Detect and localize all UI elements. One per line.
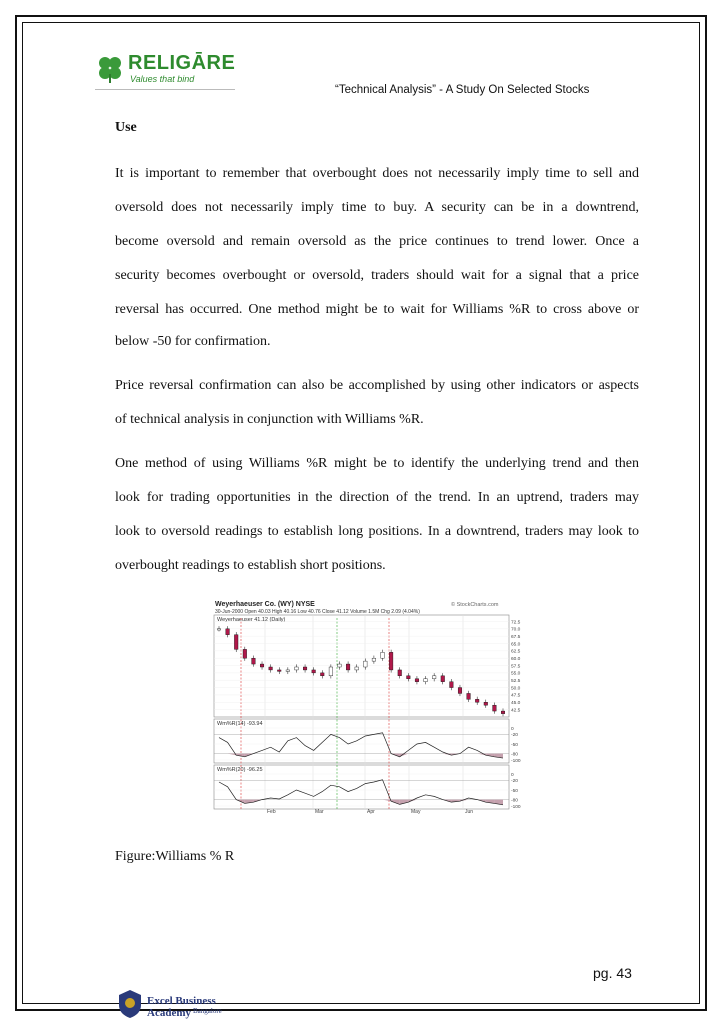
text-line: overbought readings to establish short positions. [115, 558, 386, 573]
brand-tagline: Values that bind [130, 74, 195, 84]
price-candle [312, 670, 316, 673]
clover-icon [95, 54, 125, 84]
text-line: reversal has occurred. One method might be to wait for Williams %R to cross above or [115, 302, 639, 317]
chart-svg [213, 598, 531, 814]
price-candle [303, 667, 307, 670]
text-line: security becomes overbought or oversold, traders should wait for a signal that a price [115, 268, 639, 283]
price-candle [338, 664, 342, 667]
price-candle [389, 652, 393, 670]
price-candle [475, 699, 479, 702]
price-candle [260, 664, 264, 667]
price-candle [458, 688, 462, 694]
price-tick-label: 62.5 [511, 649, 521, 655]
price-tick-label: 50.0 [511, 686, 521, 692]
price-candle [234, 635, 238, 650]
section-heading: Use [115, 120, 137, 135]
wr-tick-label: 0 [511, 772, 514, 778]
price-candle [329, 667, 333, 676]
wr-tick-label: -20 [511, 733, 518, 739]
x-tick-label: Jun [465, 809, 474, 814]
text-line: of technical analysis in conjunction with Williams %R. [115, 412, 424, 427]
price-tick-label: 52.5 [511, 679, 521, 685]
price-candle [364, 661, 368, 667]
academy-crest-icon [117, 989, 143, 1019]
wr-tick-label: 0 [511, 726, 514, 732]
figure-caption: Figure:Williams % R [115, 849, 235, 864]
price-tick-label: 67.5 [511, 634, 521, 640]
price-candle [295, 667, 299, 670]
price-tick-label: 55.0 [511, 671, 521, 677]
price-tick-label: 57.5 [511, 664, 521, 670]
x-tick-label: Mar [315, 809, 324, 814]
price-candle [243, 649, 247, 658]
price-candle [372, 658, 376, 661]
wr-tick-label: -50 [511, 788, 518, 794]
price-candle [286, 670, 290, 671]
price-candle [381, 652, 385, 658]
price-tick-label: 47.5 [511, 693, 521, 699]
price-candle [493, 705, 497, 711]
price-candle [226, 629, 230, 635]
williams-r-chart [213, 598, 531, 814]
price-candle [217, 629, 221, 630]
x-tick-label: May [411, 809, 421, 814]
price-candle [467, 693, 471, 699]
price-legend: Weyerhaeuser 41.12 (Daily) [217, 617, 286, 623]
wr-tick-label: -80 [511, 798, 518, 804]
chart-source: © StockCharts.com [451, 602, 499, 608]
price-candle [501, 711, 505, 714]
price-candle [355, 667, 359, 670]
religare-logo [95, 52, 235, 88]
chart-title: Weyerhaeuser Co. (WY) NYSE [215, 601, 315, 608]
wr-tick-label: -100 [511, 804, 521, 810]
text-line: look for trading opportunities in the direction of the trend. In an uptrend, traders may [115, 490, 639, 505]
price-candle [277, 670, 281, 671]
price-tick-label: 72.5 [511, 620, 521, 626]
price-candle [269, 667, 273, 670]
text-line: below -50 for confirmation. [115, 334, 271, 349]
x-tick-label: Feb [267, 809, 276, 814]
price-tick-label: 70.0 [511, 627, 521, 633]
text-line: look to oversold readings to establish long positions. In a downtrend, traders may look to [115, 524, 639, 539]
page-number: pg. 43 [593, 965, 632, 981]
academy-city: Bangalore [193, 1007, 222, 1015]
price-candle [407, 676, 411, 679]
price-candle [432, 676, 436, 679]
price-candle [484, 702, 488, 705]
wr-tick-label: -50 [511, 742, 518, 748]
text-line: Price reversal confirmation can also be accomplished by using other indicators or aspects [115, 378, 639, 393]
text-line: One method of using Williams %R might be to identify the underlying trend and then [115, 456, 639, 471]
wr-tick-label: -100 [511, 758, 521, 764]
excel-business-academy-logo [117, 989, 257, 1019]
price-candle [346, 664, 350, 670]
price-candle [398, 670, 402, 676]
price-candle [441, 676, 445, 682]
price-tick-label: 60.0 [511, 656, 521, 662]
text-line: become oversold and remain oversold as the price continues to trend lower. Once a [115, 234, 639, 249]
chart-info-line: 30-Jun-2000 Open 40.03 High 40.16 Low 40.76 Close 41.12 Volume 1.5M Chg 2.09 (4.04%) [215, 609, 420, 615]
wr14-legend: Wm%R(14) -93.94 [217, 721, 263, 727]
price-candle [424, 679, 428, 682]
text-line: oversold does not necessarily imply time to buy. A security can be in a downtrend, [115, 200, 639, 215]
price-candle [415, 679, 419, 682]
wr-tick-label: -80 [511, 752, 518, 758]
price-tick-label: 42.5 [511, 708, 521, 714]
header-divider [95, 89, 235, 90]
price-candle [450, 682, 454, 688]
price-candle [252, 658, 256, 664]
wr20-legend: Wm%R(20) -96.25 [217, 767, 263, 773]
academy-name: Excel Business Academy [147, 995, 216, 1019]
wr-tick-label: -20 [511, 779, 518, 785]
price-tick-label: 45.0 [511, 701, 521, 707]
price-tick-label: 65.0 [511, 642, 521, 648]
document-title: “Technical Analysis” - A Study On Selected Stocks [335, 84, 590, 96]
x-tick-label: Apr [367, 809, 375, 814]
brand-name: RELIGĀRE [128, 52, 236, 74]
price-candle [320, 673, 324, 676]
text-line: It is important to remember that overbought does not necessarily imply time to sell and [115, 166, 639, 181]
